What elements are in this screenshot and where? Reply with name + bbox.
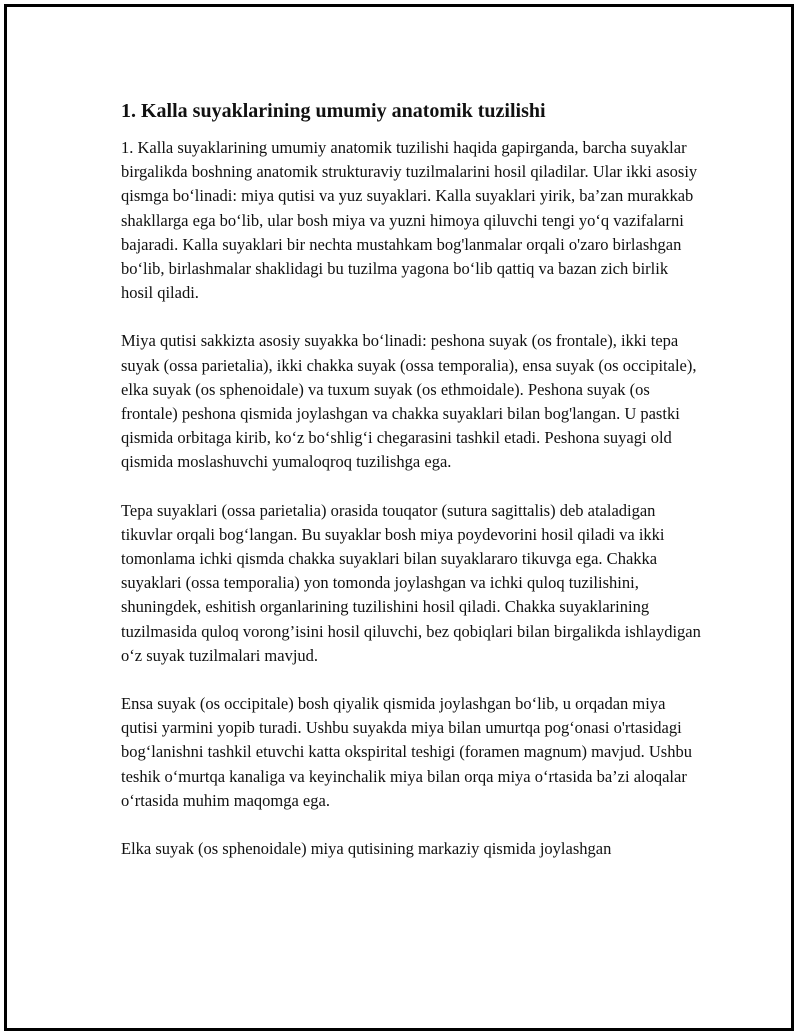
paragraph-cranial-bones: Miya qutisi sakkizta asosiy suyakka bo‘linadi: peshona suyak (os frontale), ikki tepa suyak (ossa parietalia), ikki chakka suyak (ossa temporalia), ensa suyak (os occipitale), elka suyak (os sphenoidale) va tuxum suyak (os ethmoidale). Peshona suyak (os frontale) peshona qismida joylashgan va chakka suyaklari bilan bog'langan. U pastki qismida orbitaga kirib, ko‘z bo‘shlig‘i chegarasini tashkil etadi. Peshona suyagi old qismida moslashuvchi yumaloqroq tuzilishga ega.: [121, 331, 697, 472]
paragraph-overview: 1. Kalla suyaklarining umumiy anatomik tuzilishi haqida gapirganda, barcha suyaklar birgalikda boshning anatomik strukturaviy tuzilmalarini hosil qiladilar. Ular ikki asosiy qismga bo‘linadi: miya qutisi va yuz suyaklari. Kalla suyaklari yirik, ba’zan murakkab shakllarga ega bo‘lib, ular bosh miya va yuzni himoya qiluvchi tengi yo‘q vazifalarni bajaradi. Kalla suyaklari bir nechta mustahkam bog'lanmalar orqali o'zaro birlashgan bo‘lib, birlashmalar shaklidagi bu tuzilma yagona bo‘lib qattiq va bazan zich birlik hosil qiladi.: [121, 138, 698, 303]
page-frame: [4, 4, 794, 1031]
section-heading: 1. Kalla suyaklarining umumiy anatomik tuzilishi: [121, 100, 546, 122]
document-body: [121, 97, 701, 885]
paragraph-occipital: Ensa suyak (os occipitale) bosh qiyalik qismida joylashgan bo‘lib, u orqadan miya qutisi yarmini yopib turadi. Ushbu suyakda miya bilan umurtqa pog‘onasi o'rtasidagi bog‘lanishni tashkil etuvchi katta okspirital teshigi (foramen magnum) mavjud. Ushbu teshik o‘murtqa kanaliga va keyinchalik miya bilan orqa miya o‘rtasida ba’zi aloqalar o‘rtasida muhim maqomga ega.: [121, 694, 692, 810]
paragraph-parietal-temporal: Tepa suyaklari (ossa parietalia) orasida touqator (sutura sagittalis) deb ataladigan tikuvlar orqali bog‘langan. Bu suyaklar bosh miya poydevorini hosil qiladi va ikki tomonlama ichki qismda chakka suyaklari bilan suyaklararo tikuvga ega. Chakka suyaklari (ossa temporalia) yon tomonda joylashgan va ichki quloq tuzilishini, shuningdek, eshitish organlarining tuzilishini hosil qiladi. Chakka suyaklarining tuzilmasida quloq vorong’isini hosil qiluvchi, bez qobiqlari bilan birgalikda ishlaydigan o‘z suyak tuzilmalari mavjud.: [121, 500, 701, 665]
paragraph-sphenoid: Elka suyak (os sphenoidale) miya qutisining markaziy qismida joylashgan: [121, 839, 612, 859]
